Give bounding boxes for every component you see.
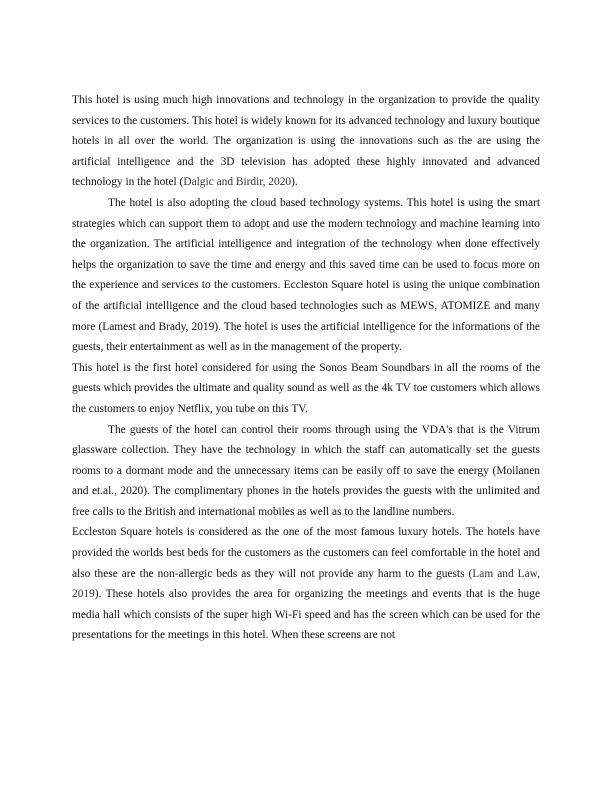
paragraph-3 xyxy=(72,358,540,420)
paragraph-5 xyxy=(72,522,540,646)
paragraph-text: The hotel is also adopting the cloud based technology systems. This hotel is using the smart strategies which can support them to adopt and use the modern technology and machine learning into the organization. The artificial intelligence and integration of the technology when done effectively helps the organization to save the time and energy and this saved time can be used to focus more on the experience and services to the customers. Eccleston Square hotel is using the unique combination of the artificial intelligence and the cloud based technologies such as MEWS, ATOMIZE and many more ( xyxy=(72,196,540,333)
paragraph-4 xyxy=(72,420,540,523)
citation: Lamest and Brady, 2019 xyxy=(102,320,215,333)
paragraph-2 xyxy=(72,193,540,358)
paragraph-text: The guests of the hotel can control their rooms through using the VDA's that is the Vitrum glassware collection. They have the technology in which the staff can automatically set the guests rooms to a dormant mode and the unnecessary items can be easily off to save the energy ( xyxy=(72,423,540,477)
paragraph-text: Eccleston Square hotels is considered as the one of the most famous luxury hotels. The hotels have provided the worlds best beds for the customers as the customers can feel comfortable in the hotel and also these are the non-allergic beds as they will not provide any harm to the guests ( xyxy=(72,526,540,580)
paragraph-1 xyxy=(72,90,540,193)
paragraph-text: This hotel is the first hotel considered for using the Sonos Beam Soundbars in all the rooms of the guests which provides the ultimate and quality sound as well as the 4k TV toe customers which allows the customers to enjoy Netflix, you tube on this TV. xyxy=(72,361,540,415)
citation: Lam and Law, 2019 xyxy=(72,567,540,601)
citation: Dalgic and Birdir, 2020 xyxy=(183,176,292,189)
body-text xyxy=(72,90,540,646)
citation: Moilanen and et.al., 2020 xyxy=(72,464,540,498)
paragraph-text: ). These hotels also provides the area for organizing the meetings and events that is the huge media hall which consists of the super high Wi-Fi speed and has the screen which can be used for the presentations for the meetings in this hotel. When these screens are not xyxy=(72,588,540,642)
paragraph-text: ). The complimentary phones in the hotels provides the guests with the unlimited and free calls to the British and international mobiles as well as to the landline numbers. xyxy=(72,485,540,518)
paragraph-text: ). xyxy=(291,176,298,189)
paragraph-text: This hotel is using much high innovations and technology in the organization to provide the quality services to the customers. This hotel is widely known for its advanced technology and luxury boutique hotels in all over the world. The organization is using the innovations such as the are using the artificial intelligence and the 3D television has adopted these highly innovated and advanced technology in the hotel ( xyxy=(72,94,540,189)
paragraph-text: ). The hotel is uses the artificial intelligence for the informations of the guests, their entertainment as well as in the management of the property. xyxy=(72,320,540,354)
